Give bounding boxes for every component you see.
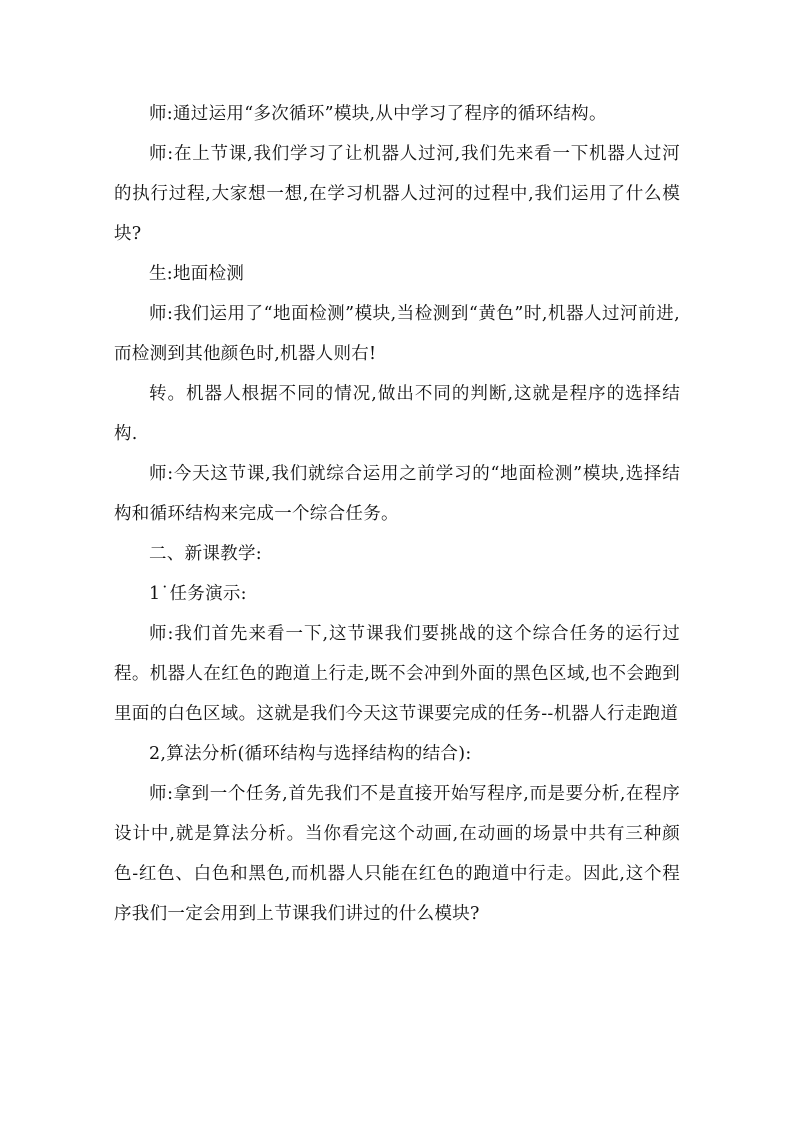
- subheading-algorithm-analysis: 2,算法分析(循环结构与选择结构的结合):: [149, 744, 472, 764]
- paragraph-teacher-today-task: 师:今天这节课,我们就综合运用之前学习的“地面检测”模块,选择结构和循环结构来完成一个综合任务。: [114, 464, 680, 524]
- paragraph-teacher-algorithm: 师:拿到一个任务,首先我们不是直接开始写程序,而是要分析,在程序设计中,就是算法分析。当你看完这个动画,在动画的场景中共有三种颜色-红色、白色和黑色,而机器人只能在红色的跑道中行走。因此,这个程序我们一定会用到上节课我们讲过的什么模块?: [114, 784, 680, 924]
- subheading-task-demo: 1˙任务演示:: [149, 584, 247, 604]
- paragraph-student-answer: 生:地面检测: [149, 264, 245, 284]
- document-body: [114, 94, 680, 934]
- paragraph-teacher-ground-detect: 师:我们运用了“地面检测”模块,当检测到“黄色”时,机器人过河前进,而检测到其他颜色时,机器人则右!: [114, 304, 680, 364]
- section-heading-new-lesson: 二、新课教学:: [149, 544, 262, 564]
- paragraph-selection-structure: 转。机器人根据不同的情况,做出不同的判断,这就是程序的选择结构.: [114, 384, 680, 444]
- paragraph-teacher-loop-summary: 师:通过运用“多次循环”模块,从中学习了程序的循环结构。: [149, 104, 607, 124]
- paragraph-teacher-river-question: 师:在上节课,我们学习了让机器人过河,我们先来看一下机器人过河的执行过程,大家想一想,在学习机器人过河的过程中,我们运用了什么模块?: [114, 144, 680, 244]
- paragraph-teacher-task-description: 师:我们首先来看一下,这节课我们要挑战的这个综合任务的运行过程。机器人在红色的跑道上行走,既不会冲到外面的黑色区域,也不会跑到里面的白色区域。这就是我们今天这节课要完成的任务--机器人行走跑道: [114, 624, 680, 724]
